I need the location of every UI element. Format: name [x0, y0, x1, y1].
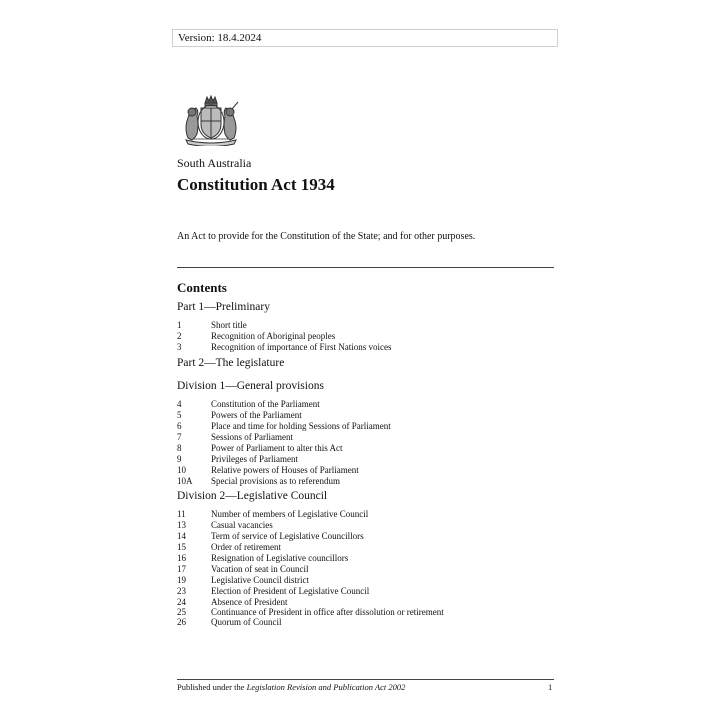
toc-entry-number: 9	[177, 454, 182, 464]
toc-entry-text: Order of retirement	[211, 542, 281, 552]
toc-entry-number: 17	[177, 564, 186, 574]
toc-entry-text: Continuance of President in office after dissolution or retirement	[211, 607, 444, 617]
toc-part-heading[interactable]: Part 2—The legislature	[177, 357, 285, 369]
toc-entry-text: Powers of the Parliament	[211, 410, 302, 420]
coat-of-arms-icon	[180, 94, 242, 146]
toc-entry-number: 25	[177, 607, 186, 617]
toc-entry-text: Legislative Council district	[211, 575, 309, 585]
toc-entry-text: Absence of President	[211, 597, 288, 607]
toc-entry-text: Term of service of Legislative Councillors	[211, 531, 364, 541]
divider	[177, 267, 554, 268]
toc-entry-text: Special provisions as to referendum	[211, 476, 340, 486]
toc-entry-number: 1	[177, 320, 182, 330]
toc-part-heading[interactable]: Part 1—Preliminary	[177, 301, 270, 313]
toc-division-heading[interactable]: Division 1—General provisions	[177, 380, 324, 392]
toc-division-heading[interactable]: Division 2—Legislative Council	[177, 490, 328, 502]
jurisdiction-label: South Australia	[177, 156, 252, 170]
act-title: Constitution Act 1934	[177, 175, 335, 194]
toc-entry-text: Election of President of Legislative Council	[211, 586, 370, 596]
toc-entry-number: 10A	[177, 476, 193, 486]
toc-entry-number: 4	[177, 399, 182, 409]
toc-entry-number: 2	[177, 331, 182, 341]
toc-entry-text: Recognition of importance of First Nations voices	[211, 342, 392, 352]
version-label: Version: 18.4.2024	[178, 32, 262, 44]
toc-entry-text: Number of members of Legislative Council	[211, 509, 369, 519]
toc-entry-text: Relative powers of Houses of Parliament	[211, 465, 359, 475]
toc-entry-number: 19	[177, 575, 186, 585]
toc-entry-number: 8	[177, 443, 182, 453]
toc-entry-text: Constitution of the Parliament	[211, 399, 320, 409]
footer-prefix: Published under the	[177, 682, 247, 692]
page-number: 1	[548, 682, 553, 692]
toc-entry-number: 11	[177, 509, 186, 519]
toc-entry-number: 26	[177, 617, 186, 627]
toc-entry-text: Short title	[211, 320, 247, 330]
toc-entry-number: 16	[177, 553, 186, 563]
toc-entry-number: 13	[177, 520, 186, 530]
toc-entry-number: 15	[177, 542, 186, 552]
toc-entry-text: Privileges of Parliament	[211, 454, 298, 464]
toc-entry-number: 5	[177, 410, 182, 420]
toc-entry-text: Quorum of Council	[211, 617, 282, 627]
version-box	[172, 29, 558, 47]
toc-entry-text: Recognition of Aboriginal peoples	[211, 331, 336, 341]
long-title: An Act to provide for the Constitution of the State; and for other purposes.	[177, 231, 476, 242]
toc-entry-text: Casual vacancies	[211, 520, 273, 530]
footer-divider	[177, 679, 554, 680]
toc-entry-text: Place and time for holding Sessions of Parliament	[211, 421, 391, 431]
toc-entry-number: 6	[177, 421, 182, 431]
toc-entry-text: Sessions of Parliament	[211, 432, 293, 442]
toc-entry-text: Power of Parliament to alter this Act	[211, 443, 343, 453]
footer-publication-note	[177, 682, 405, 692]
toc-entry-text: Vacation of seat in Council	[211, 564, 309, 574]
toc-entry-number: 14	[177, 531, 186, 541]
toc-entry-number: 7	[177, 432, 182, 442]
toc-entry-number: 23	[177, 586, 186, 596]
toc-entry-number: 3	[177, 342, 182, 352]
toc-entry-text: Resignation of Legislative councillors	[211, 553, 349, 563]
toc-entry-number: 10	[177, 465, 186, 475]
footer-act-name: Legislation Revision and Publication Act 2002	[246, 682, 406, 692]
contents-heading: Contents	[177, 280, 227, 295]
toc-entry-number: 24	[177, 597, 186, 607]
